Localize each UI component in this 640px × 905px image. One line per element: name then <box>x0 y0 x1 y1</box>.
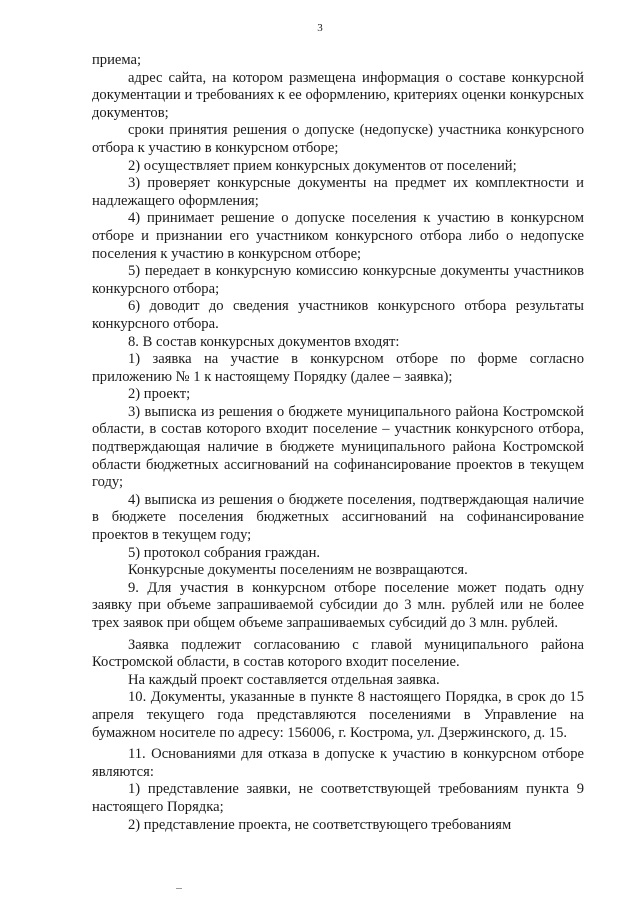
paragraph: 5) протокол собрания граждан. <box>128 544 321 561</box>
paragraph: приема; <box>92 52 142 68</box>
paragraph: сроки принятия решения о допуске (недопуске) участника конкурсного отбора к участию в конкурсном отборе; <box>92 122 584 156</box>
document-body <box>92 52 584 834</box>
paragraph: 2) представление проекта, не соответствующего требованиям <box>128 816 512 833</box>
paragraph: 8. В состав конкурсных документов входят: <box>128 333 400 350</box>
page-number: 3 <box>317 22 323 34</box>
scan-mark <box>176 888 182 889</box>
paragraph: 1) заявка на участие в конкурсном отборе по форме согласно приложению № 1 к настоящему Порядку (далее – заявка); <box>92 351 584 385</box>
paragraph: 1) представление заявки, не соответствующей требованиям пункта 9 настоящего Порядка; <box>92 781 584 815</box>
paragraph: 11. Основаниями для отказа в допуске к участию в конкурсном отборе являются: <box>92 746 584 780</box>
paragraph: 4) принимает решение о допуске поселения к участию в конкурсном отборе и признании его участником конкурсного отбора либо о недопуске поселения к участию в конкурсном отборе; <box>92 210 584 262</box>
paragraph: 4) выписка из решения о бюджете поселения, подтверждающая наличие в бюджете поселения бюджетных ассигнований на софинансирование проектов в текущем году; <box>92 491 584 544</box>
paragraph: 9. Для участия в конкурсном отборе поселение может подать одну заявку при объеме запрашиваемой субсидии до 3 млн. рублей или не более трех заявок при общем объеме запрашиваемых субсидий до 3 млн. рублей. <box>92 579 584 631</box>
paragraph: адрес сайта, на котором размещена информация о составе конкурсной документации и требованиях к ее оформлению, критериях оценки конкурсных документов; <box>92 69 584 121</box>
paragraph: Заявка подлежит согласованию с главой муниципального района Костромской области, в состав которого входит поселение. <box>92 636 584 671</box>
paragraph: 6) доводит до сведения участников конкурсного отбора результаты конкурсного отбора. <box>92 298 584 332</box>
paragraph: 3) проверяет конкурсные документы на предмет их комплектности и надлежащего оформления; <box>92 175 584 209</box>
paragraph: 2) осуществляет прием конкурсных документов от поселений; <box>128 157 517 174</box>
paragraph: 3) выписка из решения о бюджете муниципального района Костромской области, в состав которого входит поселение – участник конкурсного отбора, подтверждающая наличие в бюджете муниципального района Костромской области бюджетных ассигнований на софинансирование проектов в текущем году; <box>92 403 584 491</box>
paragraph: Конкурсные документы поселениям не возвращаются. <box>128 562 468 579</box>
paragraph: 2) проект; <box>128 386 191 403</box>
paragraph: 5) передает в конкурсную комиссию конкурсные документы участников конкурсного отбора; <box>92 263 584 297</box>
paragraph: На каждый проект составляется отдельная заявка. <box>128 671 440 688</box>
paragraph: 10. Документы, указанные в пункте 8 настоящего Порядка, в срок до 15 апреля текущего года представляются поселениями в Управление на бумажном носителе по адресу: 156006, г. Кострома, ул. Дзержинского, д. 15. <box>92 689 584 741</box>
